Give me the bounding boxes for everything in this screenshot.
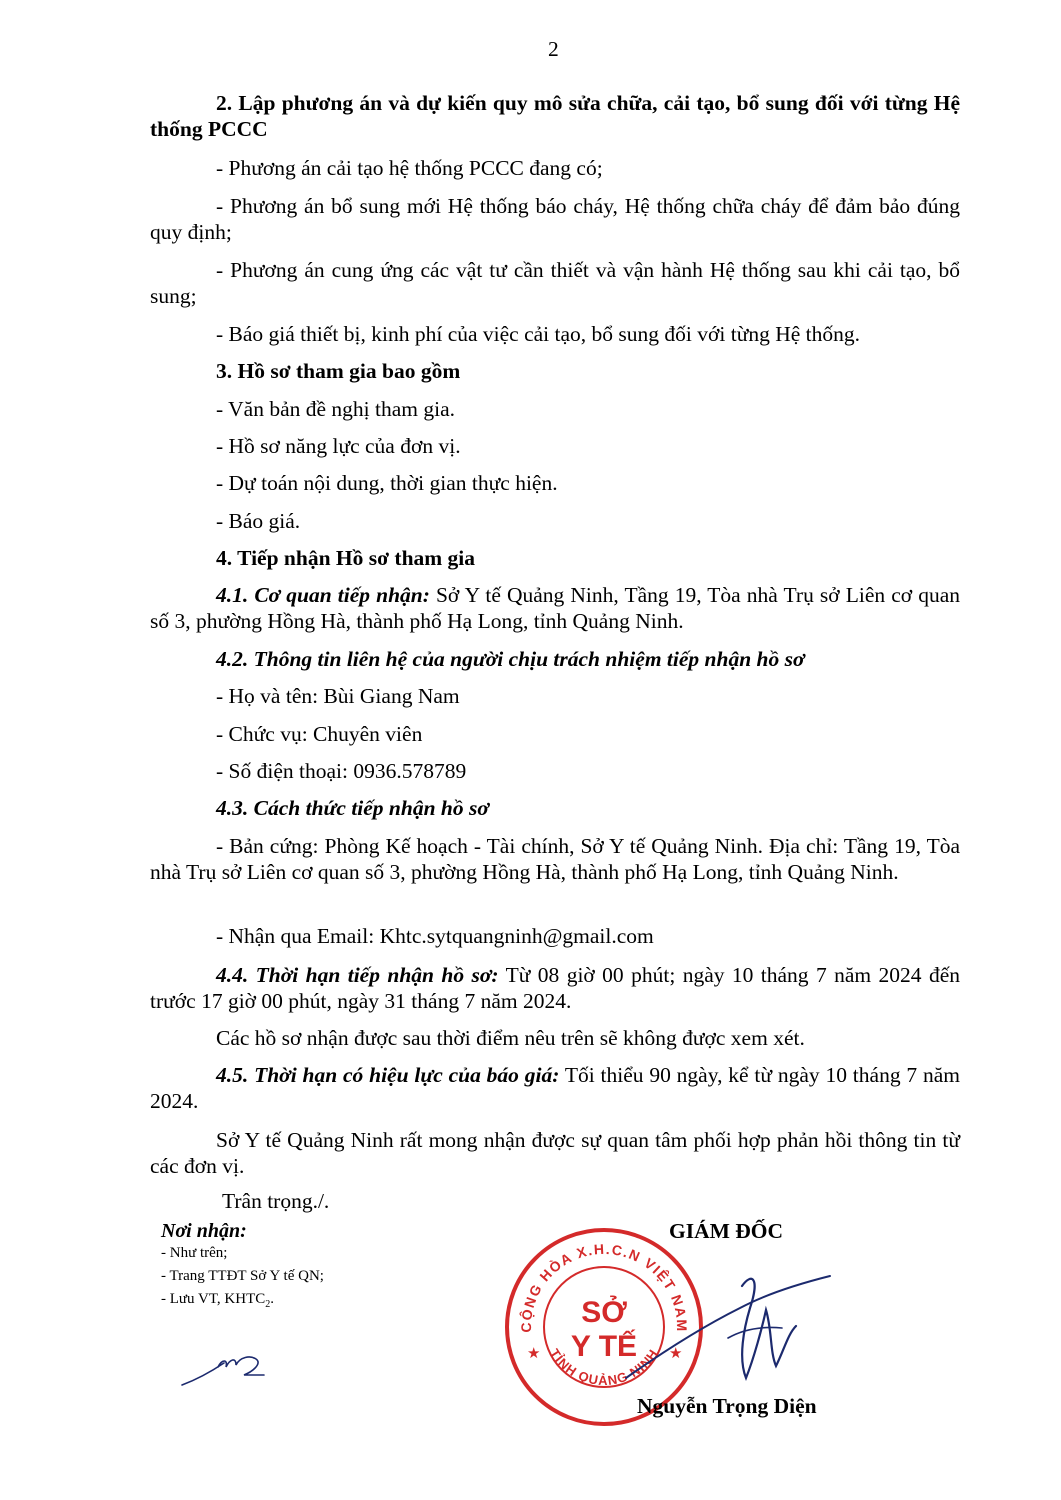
recipient-item-3-subscript: 2 — [265, 1299, 271, 1310]
section-2-item-1: - Phương án cải tạo hệ thống PCCC đang có; — [216, 156, 603, 180]
recipient-item-3-text: - Lưu VT, KHTC — [161, 1291, 266, 1307]
section-3-item-1: - Văn bản đề nghị tham gia. — [216, 397, 456, 421]
section-3-item-4: - Báo giá. — [216, 509, 301, 533]
contact-phone: - Số điện thoại: 0936.578789 — [216, 759, 467, 783]
recipient-item-3 — [161, 1289, 274, 1315]
section-4-4-paragraph — [150, 962, 960, 1014]
stamp-bottom-text: TỈNH QUẢNG NINH — [546, 1346, 662, 1388]
section-4-5-paragraph — [150, 1062, 960, 1114]
section-2-item-2: - Phương án bổ sung mới Hệ thống báo cháy, Hệ thống chữa cháy để đảm bảo đúng quy định; — [150, 194, 960, 244]
section-4-1-label: 4.1. Cơ quan tiếp nhận: — [216, 583, 430, 607]
recipient-item-1: - Như trên; — [161, 1245, 228, 1261]
director-signature — [620, 1268, 840, 1398]
recipient-item-3-end: . — [270, 1291, 274, 1307]
section-3-item-3: - Dự toán nội dung, thời gian thực hiện. — [216, 471, 558, 495]
stamp-outer-text: CỘNG HÒA X.H.C.N VIỆT NAM — [517, 1240, 691, 1333]
signatory-name: Nguyễn Trọng Diện — [637, 1394, 817, 1418]
section-4-4-text: Từ 08 giờ 00 phút; ngày 10 tháng 7 năm 2024 đến trước 17 giờ 00 phút, ngày 31 tháng 7 năm 2024. — [150, 963, 960, 1013]
stamp-star-right: ★ — [669, 1345, 683, 1362]
email-submission: - Nhận qua Email: Khtc.sytquangninh@gmail.com — [216, 924, 654, 948]
closing-regards: Trân trọng./. — [222, 1189, 330, 1213]
section-3-item-2: - Hồ sơ năng lực của đơn vị. — [216, 434, 461, 458]
late-submission-note: Các hồ sơ nhận được sau thời điểm nêu trên sẽ không được xem xét. — [216, 1026, 805, 1050]
section-4-3-heading: 4.3. Cách thức tiếp nhận hồ sơ — [216, 796, 489, 820]
section-4-heading: 4. Tiếp nhận Hồ sơ tham gia — [216, 546, 476, 570]
recipient-item-2: - Trang TTĐT Sở Y tế QN; — [161, 1268, 324, 1284]
initials-signature — [178, 1345, 268, 1395]
section-4-1-text: Sở Y tế Quảng Ninh, Tầng 19, Tòa nhà Trụ sở Liên cơ quan số 3, phường Hồng Hà, thành phố Hạ Long, tỉnh Quảng Ninh. — [150, 583, 960, 633]
signatory-title: GIÁM ĐỐC — [669, 1219, 784, 1243]
stamp-star-left: ★ — [527, 1345, 541, 1362]
stamp-line-2: Y TẾ — [570, 1330, 638, 1363]
closing-paragraph: Sở Y tế Quảng Ninh rất mong nhận được sự quan tâm phối hợp phản hồi thông tin từ các đơn vị. — [150, 1128, 960, 1178]
section-3-heading: 3. Hồ sơ tham gia bao gồm — [216, 359, 461, 383]
section-4-1-paragraph — [150, 582, 960, 634]
contact-position: - Chức vụ: Chuyên viên — [216, 722, 423, 746]
section-4-4-label: 4.4. Thời hạn tiếp nhận hồ sơ: — [216, 963, 499, 987]
section-4-2-heading: 4.2. Thông tin liên hệ của người chịu trách nhiệm tiếp nhận hồ sơ — [216, 647, 805, 671]
stamp-line-1: SỞ — [581, 1296, 627, 1329]
page-number: 2 — [548, 37, 559, 61]
section-2-item-3: - Phương án cung ứng các vật tư cần thiết và vận hành Hệ thống sau khi cải tạo, bổ sung; — [150, 258, 960, 308]
section-4-5-text: Tối thiểu 90 ngày, kể từ ngày 10 tháng 7 năm 2024. — [150, 1063, 960, 1113]
section-2-heading: 2. Lập phương án và dự kiến quy mô sửa chữa, cải tạo, bổ sung đối với từng Hệ thống PCCC — [150, 91, 960, 141]
contact-name: - Họ và tên: Bùi Giang Nam — [216, 684, 460, 708]
hard-copy-address: - Bản cứng: Phòng Kế hoạch - Tài chính, Sở Y tế Quảng Ninh. Địa chỉ: Tầng 19, Tòa nhà Trụ sở Liên cơ quan số 3, phường Hồng Hà, thành phố Hạ Long, tỉnh Quảng Ninh. — [150, 834, 960, 884]
section-4-5-label: 4.5. Thời hạn có hiệu lực của báo giá: — [216, 1063, 560, 1087]
section-2-item-4: - Báo giá thiết bị, kinh phí của việc cải tạo, bổ sung đối với từng Hệ thống. — [216, 322, 861, 346]
recipients-label: Nơi nhận: — [161, 1220, 247, 1242]
